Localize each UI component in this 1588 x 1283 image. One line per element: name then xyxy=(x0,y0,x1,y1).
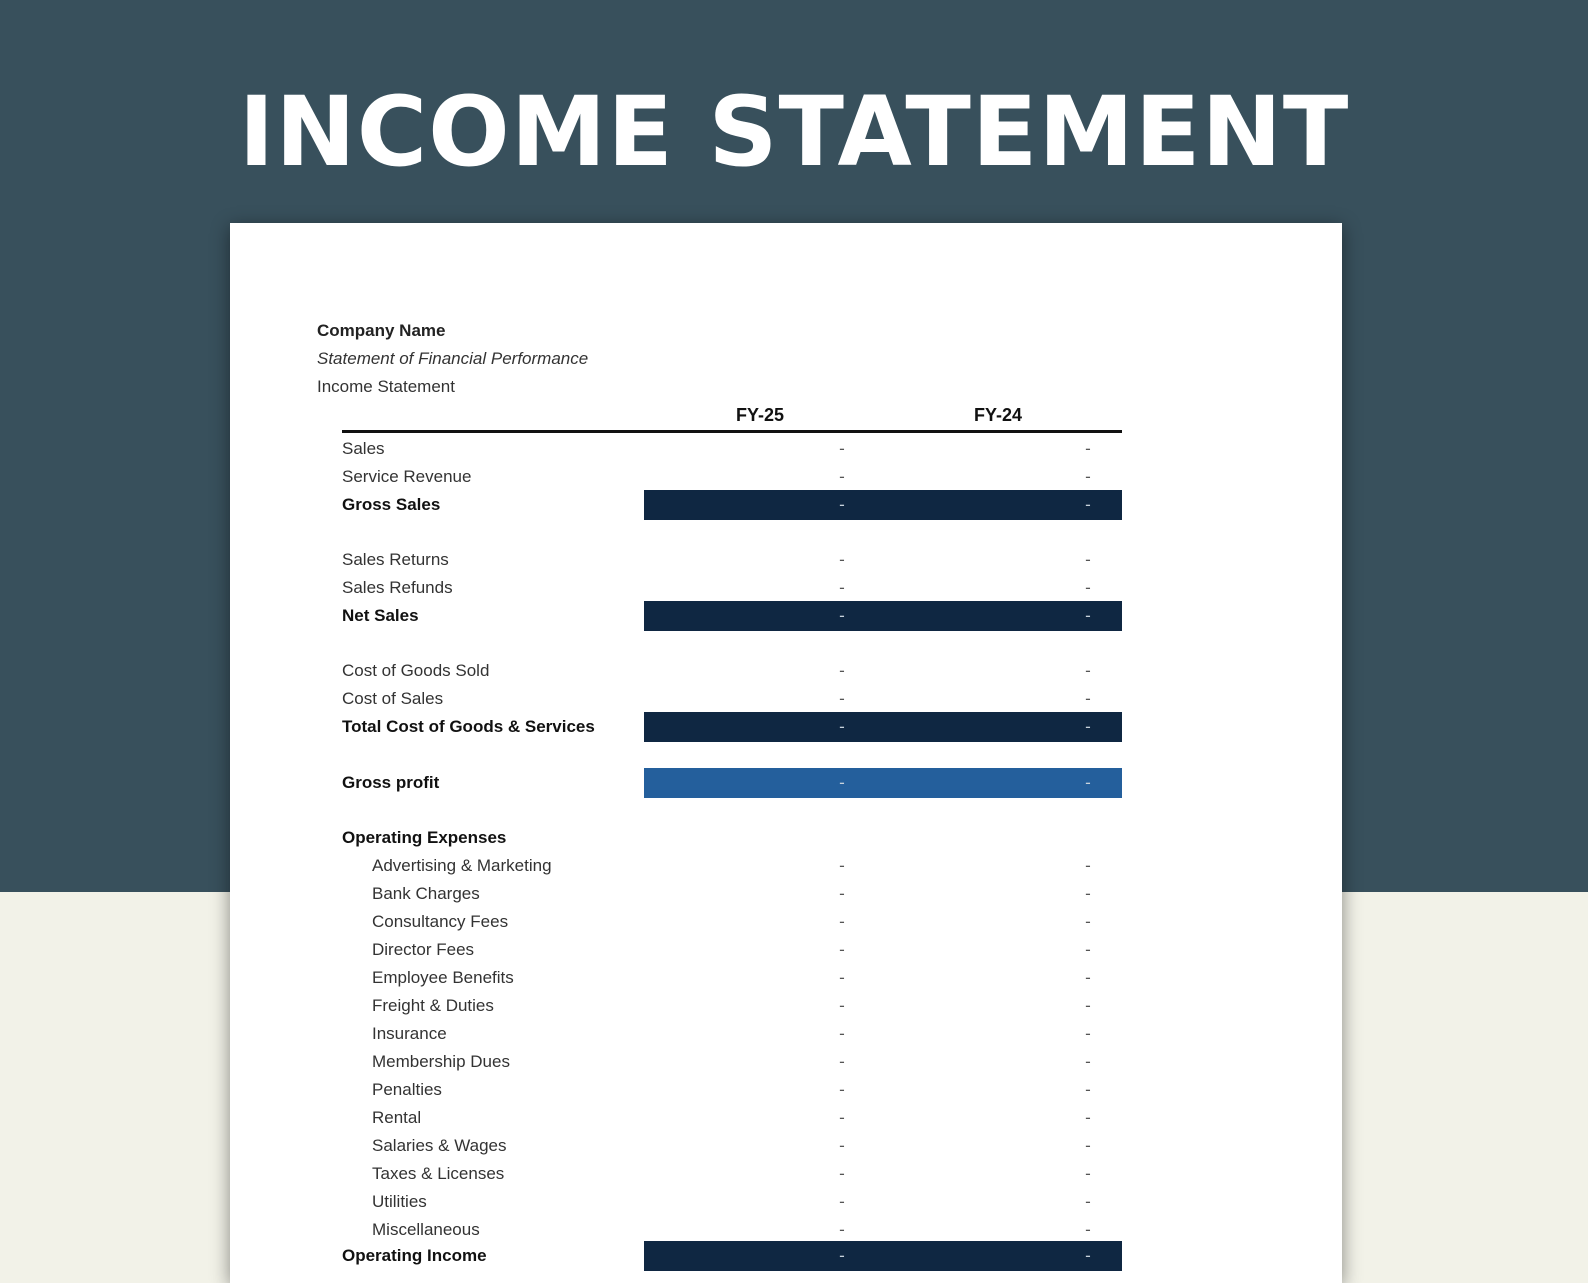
row-utilities xyxy=(342,1187,1122,1217)
total-band xyxy=(644,490,1122,520)
value-fy24: - xyxy=(1085,661,1091,680)
value-fy25: - xyxy=(839,1024,845,1043)
row-employee-benefits xyxy=(342,963,1122,993)
row-label: Freight & Duties xyxy=(372,996,494,1015)
value-fy24: - xyxy=(1085,1108,1091,1127)
value-fy24: - xyxy=(1085,912,1091,931)
row-cost-of-goods-sold xyxy=(342,656,1122,686)
row-label: Cost of Sales xyxy=(342,689,444,708)
row-cost-of-sales xyxy=(342,684,1122,714)
row-gross-sales xyxy=(342,490,1122,520)
row-consultancy-fees xyxy=(342,907,1122,937)
row-sales-returns xyxy=(342,545,1122,575)
value-fy24: - xyxy=(1085,717,1091,736)
value-fy25: - xyxy=(839,1246,845,1265)
value-fy25: - xyxy=(839,661,845,680)
section-operating-expenses xyxy=(342,823,1122,853)
row-gross-profit xyxy=(342,768,1122,798)
value-fy24: - xyxy=(1085,550,1091,569)
value-fy24: - xyxy=(1085,1164,1091,1183)
value-fy24: - xyxy=(1085,495,1091,514)
value-fy25: - xyxy=(839,1164,845,1183)
value-fy25: - xyxy=(839,467,845,486)
value-fy25: - xyxy=(839,439,845,458)
value-fy25: - xyxy=(839,1108,845,1127)
value-fy24: - xyxy=(1085,1246,1091,1265)
row-label: Cost of Goods Sold xyxy=(342,661,490,680)
row-total-cost-of-goods-services xyxy=(342,712,1122,742)
value-fy24: - xyxy=(1085,1136,1091,1155)
value-fy25: - xyxy=(839,1220,845,1239)
value-fy24: - xyxy=(1085,578,1091,597)
row-label: Sales Returns xyxy=(342,550,449,569)
row-label: Employee Benefits xyxy=(372,968,514,987)
row-label: Net Sales xyxy=(342,606,419,625)
value-fy25: - xyxy=(839,689,845,708)
row-label: Total Cost of Goods & Services xyxy=(342,717,595,736)
value-fy24: - xyxy=(1085,773,1091,792)
value-fy25: - xyxy=(839,773,845,792)
row-label: Insurance xyxy=(372,1024,447,1043)
value-fy24: - xyxy=(1085,467,1091,486)
value-fy25: - xyxy=(839,996,845,1015)
row-label: Advertising & Marketing xyxy=(372,856,552,875)
row-label: Rental xyxy=(372,1108,422,1127)
value-fy24: - xyxy=(1085,856,1091,875)
value-fy25: - xyxy=(839,717,845,736)
value-fy24: - xyxy=(1085,940,1091,959)
value-fy24: - xyxy=(1085,606,1091,625)
value-fy25: - xyxy=(839,968,845,987)
value-fy25: - xyxy=(839,884,845,903)
statement-sheet xyxy=(230,223,1342,1283)
value-fy25: - xyxy=(839,606,845,625)
value-fy24: - xyxy=(1085,1192,1091,1211)
row-label: Membership Dues xyxy=(372,1052,510,1071)
value-fy25: - xyxy=(839,550,845,569)
value-fy25: - xyxy=(839,1080,845,1099)
row-label: Service Revenue xyxy=(342,467,472,486)
row-operating-income xyxy=(342,1241,1122,1271)
row-freight-duties xyxy=(342,991,1122,1021)
row-label: Miscellaneous xyxy=(372,1220,480,1239)
row-label: Salaries & Wages xyxy=(372,1136,507,1155)
total-band xyxy=(644,1241,1122,1271)
value-fy25: - xyxy=(839,940,845,959)
column-header-fy25: FY-25 xyxy=(735,405,785,425)
value-fy24: - xyxy=(1085,1220,1091,1239)
total-band xyxy=(644,712,1122,742)
column-header-fy24: FY-24 xyxy=(973,405,1023,425)
section-label: Operating Expenses xyxy=(342,828,507,847)
row-label: Director Fees xyxy=(372,940,475,959)
row-label: Penalties xyxy=(372,1080,442,1099)
row-sales-refunds xyxy=(342,573,1122,603)
value-fy25: - xyxy=(839,1136,845,1155)
row-rental xyxy=(342,1103,1122,1133)
value-fy24: - xyxy=(1085,884,1091,903)
row-director-fees xyxy=(342,935,1122,965)
company-name: Company Name xyxy=(317,321,446,340)
row-label: Sales xyxy=(342,439,385,458)
value-fy25: - xyxy=(839,856,845,875)
row-label: Gross Sales xyxy=(342,495,441,514)
gross-profit-band xyxy=(644,768,1122,798)
value-fy24: - xyxy=(1085,968,1091,987)
row-label: Taxes & Licenses xyxy=(372,1164,505,1183)
statement-subtitle: Statement of Financial Performance xyxy=(317,349,589,368)
value-fy25: - xyxy=(839,495,845,514)
row-bank-charges xyxy=(342,879,1122,909)
row-label: Sales Refunds xyxy=(342,578,453,597)
header-rule xyxy=(342,430,1122,433)
row-service-revenue xyxy=(342,462,1122,492)
row-label: Operating Income xyxy=(342,1246,487,1265)
row-penalties xyxy=(342,1075,1122,1105)
value-fy24: - xyxy=(1085,1052,1091,1071)
value-fy24: - xyxy=(1085,1024,1091,1043)
row-net-sales xyxy=(342,601,1122,631)
value-fy24: - xyxy=(1085,689,1091,708)
row-label: Consultancy Fees xyxy=(372,912,509,931)
value-fy24: - xyxy=(1085,439,1091,458)
value-fy25: - xyxy=(839,578,845,597)
value-fy24: - xyxy=(1085,996,1091,1015)
value-fy25: - xyxy=(839,1052,845,1071)
banner-title: INCOME STATEMENT xyxy=(238,76,1350,188)
row-taxes-licenses xyxy=(342,1159,1122,1189)
row-salaries-wages xyxy=(342,1131,1122,1161)
row-label: Utilities xyxy=(372,1192,427,1211)
row-membership-dues xyxy=(342,1047,1122,1077)
row-advertising-marketing xyxy=(342,851,1122,881)
value-fy25: - xyxy=(839,1192,845,1211)
row-sales xyxy=(342,434,1122,464)
value-fy25: - xyxy=(839,912,845,931)
total-band xyxy=(644,601,1122,631)
row-label: Bank Charges xyxy=(372,884,480,903)
row-label: Gross profit xyxy=(342,773,440,792)
row-insurance xyxy=(342,1019,1122,1049)
statement-title: Income Statement xyxy=(317,377,455,396)
value-fy24: - xyxy=(1085,1080,1091,1099)
